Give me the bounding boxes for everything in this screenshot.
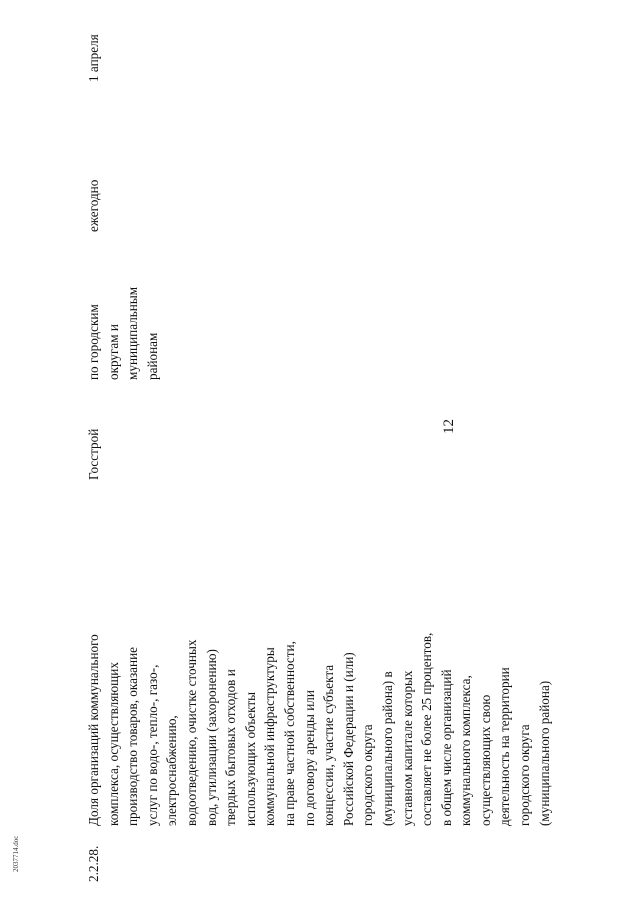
responsible-agency: Госстрой	[86, 428, 101, 480]
row-number: 2.2.28.	[86, 845, 101, 882]
indicator-line: осуществляющих свою	[477, 694, 493, 826]
indicator-description	[84, 516, 554, 826]
indicator-line: коммунального комплекса,	[458, 675, 474, 826]
indicator-line: уставном капитале которых	[399, 670, 415, 826]
indicator-line: электроснабжению,	[164, 715, 180, 826]
indicator-line: использующих объекты	[242, 692, 258, 826]
indicator-line: твердых бытовых отходов и	[223, 669, 239, 826]
table-row	[40, 22, 600, 882]
deadline: 1 апреля	[86, 34, 101, 82]
indicator-line: составляет не более 25 процентов,	[419, 632, 435, 826]
indicator-line: в общем числе организаций	[438, 669, 454, 826]
indicator-line: Доля организаций коммунального	[86, 634, 101, 826]
indicator-line: (муниципального района)	[536, 680, 552, 826]
indicator-line: производство товаров, оказание	[125, 647, 141, 826]
indicator-line: городского округа	[517, 724, 533, 826]
indicator-line: водоотведению, очистке сточных	[183, 639, 199, 826]
indicator-line: коммунальной инфраструктуры	[262, 647, 278, 826]
indicator-line: вод, утилизации (захоронению)	[203, 649, 219, 826]
indicator-line: услуг по водо-, тепло-, газо-,	[144, 664, 160, 826]
indicator-line: по договору аренды или	[301, 690, 317, 826]
page-number: 12	[441, 419, 457, 434]
level-line: округам и	[105, 324, 121, 380]
level-line: районам	[144, 332, 160, 380]
indicator-line: (муниципального района) в	[379, 671, 395, 826]
indicator-line: на праве частной собственности,	[281, 641, 297, 826]
level-line: по городским	[86, 304, 101, 380]
level-line: муниципальным	[125, 286, 141, 380]
indicator-line: городского округа	[360, 724, 376, 826]
rotated-table-sheet	[40, 22, 600, 882]
indicator-line: Российской Федерации и (или)	[340, 652, 356, 826]
indicator-line: деятельность на территории	[497, 667, 513, 826]
reporting-level	[84, 240, 162, 380]
document-id: 2037714.doc	[12, 835, 20, 872]
indicator-line: концессии, участие субъекта	[321, 664, 337, 826]
indicator-line: комплекса, осуществляющих	[105, 662, 121, 826]
periodicity: ежегодно	[86, 179, 101, 232]
